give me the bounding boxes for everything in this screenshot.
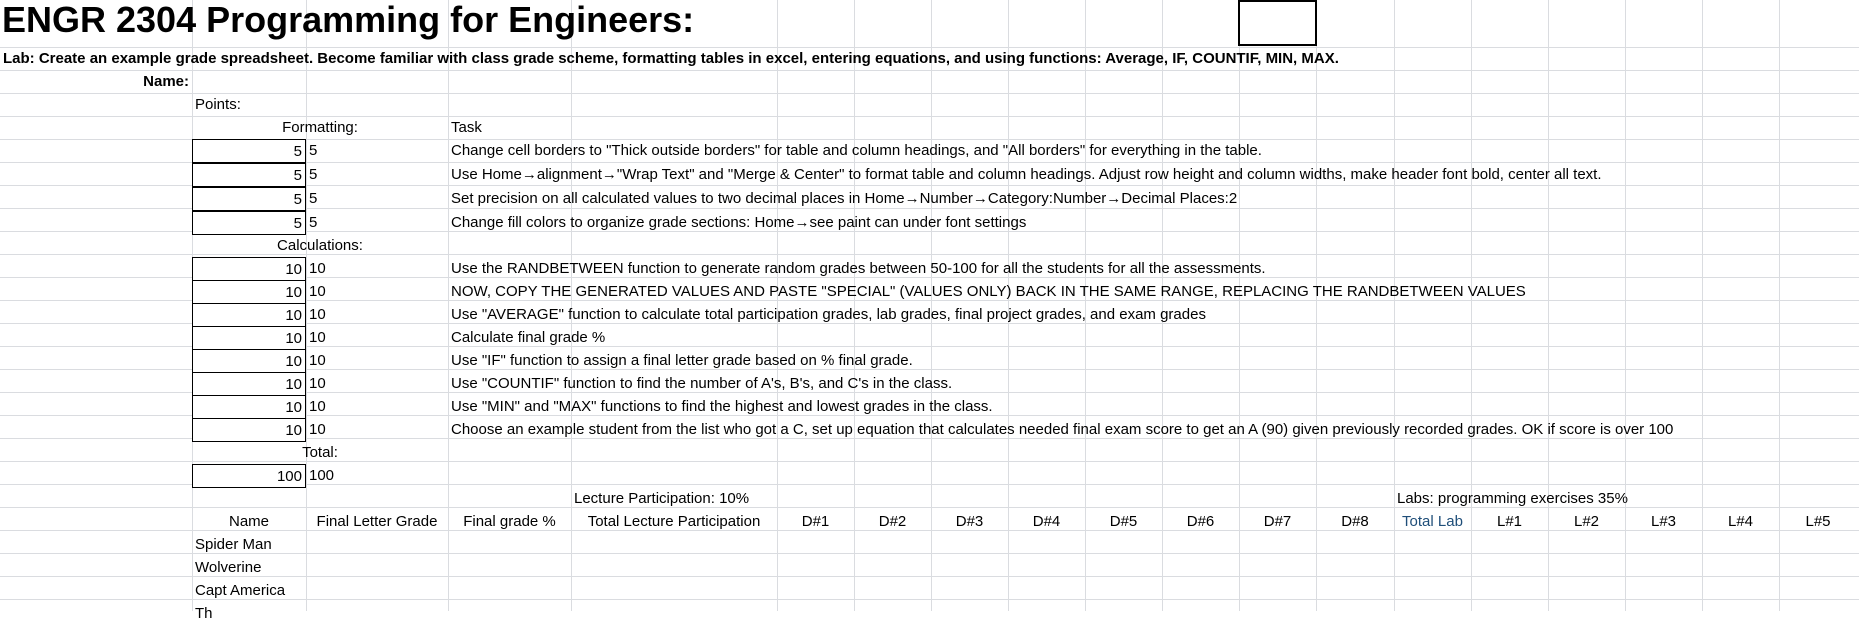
formatting-points[interactable]: 5 bbox=[192, 139, 306, 163]
total-points-copy[interactable]: 100 bbox=[309, 467, 335, 484]
calculation-points[interactable]: 10 bbox=[192, 257, 306, 281]
calculation-points[interactable]: 10 bbox=[192, 395, 306, 419]
calculation-points[interactable]: 10 bbox=[192, 303, 306, 327]
lab-description[interactable]: Lab: Create an example grade spreadsheet. Become familiar with class grade scheme, formatting tables in excel, entering equations, and using functions: Average, IF, COUNTIF, MIN, MAX. bbox=[3, 50, 1339, 67]
student-name[interactable]: Wolverine bbox=[195, 559, 262, 576]
formatting-points-copy[interactable]: 5 bbox=[309, 166, 318, 183]
col-header-d3[interactable]: D#3 bbox=[955, 513, 984, 530]
col-header-total-lecture-participation[interactable]: Total Lecture Participation bbox=[587, 513, 761, 530]
col-header-d6[interactable]: D#6 bbox=[1186, 513, 1215, 530]
calculation-task[interactable]: Use "COUNTIF" function to find the number of A's, B's, and C's in the class. bbox=[451, 375, 953, 392]
points-label[interactable]: Points: bbox=[195, 96, 241, 113]
calculation-points[interactable]: 10 bbox=[192, 372, 306, 396]
calculation-task[interactable]: Use "MIN" and "MAX" functions to find the highest and lowest grades in the class. bbox=[451, 398, 993, 415]
col-header-l3[interactable]: L#3 bbox=[1650, 513, 1677, 530]
calculation-points-copy[interactable]: 10 bbox=[309, 398, 326, 415]
total-label[interactable]: Total: bbox=[302, 444, 338, 461]
formatting-task[interactable]: Change cell borders to "Thick outside borders" for table and column headings, and "All borders" for everything in the table. bbox=[451, 142, 1262, 159]
selected-cell[interactable] bbox=[1238, 0, 1317, 46]
col-header-d8[interactable]: D#8 bbox=[1341, 513, 1369, 530]
calculation-points-copy[interactable]: 10 bbox=[309, 260, 326, 277]
formatting-task[interactable]: Change fill colors to organize grade sections: Home→see paint can under font settings bbox=[451, 214, 1027, 231]
col-header-l5[interactable]: L#5 bbox=[1805, 513, 1831, 530]
formatting-task[interactable]: Use Home→alignment→"Wrap Text" and "Merge & Center" to format table and column headings. Adjust row height and column widths, make header font bold, center all text. bbox=[451, 166, 1602, 183]
formatting-task[interactable]: Set precision on all calculated values to two decimal places in Home→Number→Category:Number→Decimal Places:2 bbox=[451, 190, 1238, 207]
calculation-task[interactable]: Use "IF" function to assign a final letter grade based on % final grade. bbox=[451, 352, 913, 369]
calculation-points[interactable]: 10 bbox=[192, 326, 306, 350]
calculation-task[interactable]: Use "AVERAGE" function to calculate total participation grades, lab grades, final project grades, and exam grades bbox=[451, 306, 1206, 323]
student-name[interactable]: Capt America bbox=[195, 582, 286, 599]
col-header-d5[interactable]: D#5 bbox=[1109, 513, 1138, 530]
col-header-final-letter-grade[interactable]: Final Letter Grade bbox=[316, 513, 438, 530]
col-header-d4[interactable]: D#4 bbox=[1032, 513, 1061, 530]
calculation-task[interactable]: Choose an example student from the list who got a C, set up equation that calculates needed final exam score to get an A (90) given previously recorded grades. OK if score is over 100 bbox=[451, 421, 1674, 438]
formatting-label[interactable]: Formatting: bbox=[282, 119, 358, 136]
name-label[interactable]: Name: bbox=[143, 73, 189, 90]
task-header[interactable]: Task bbox=[451, 119, 482, 136]
calculation-points-copy[interactable]: 10 bbox=[309, 421, 326, 438]
calculation-task[interactable]: NOW, COPY THE GENERATED VALUES AND PASTE "SPECIAL" (VALUES ONLY) BACK IN THE SAME RANGE, REPLACING THE RANDBETWEEN VALUES bbox=[451, 283, 1526, 300]
gridline-horizontal bbox=[0, 93, 1859, 94]
calculation-points-copy[interactable]: 10 bbox=[309, 352, 326, 369]
formatting-points-copy[interactable]: 5 bbox=[309, 214, 318, 231]
col-header-d7[interactable]: D#7 bbox=[1263, 513, 1292, 530]
student-name[interactable]: Spider Man bbox=[195, 536, 272, 553]
sheet-title[interactable]: ENGR 2304 Programming for Engineers: bbox=[2, 0, 695, 40]
calculation-points[interactable]: 10 bbox=[192, 418, 306, 442]
col-header-name[interactable]: Name bbox=[228, 513, 269, 530]
col-header-final-grade-pct[interactable]: Final grade % bbox=[463, 513, 556, 530]
col-header-d1[interactable]: D#1 bbox=[801, 513, 830, 530]
calculation-task[interactable]: Calculate final grade % bbox=[451, 329, 606, 346]
calculation-points-copy[interactable]: 10 bbox=[309, 306, 326, 323]
calculation-points[interactable]: 10 bbox=[192, 349, 306, 373]
col-header-l1[interactable]: L#1 bbox=[1496, 513, 1523, 530]
gridline-horizontal bbox=[0, 70, 1859, 71]
calculations-label[interactable]: Calculations: bbox=[277, 237, 363, 254]
formatting-points[interactable]: 5 bbox=[192, 187, 306, 211]
student-name[interactable]: Th bbox=[195, 605, 213, 622]
col-header-l2[interactable]: L#2 bbox=[1573, 513, 1600, 530]
formatting-points-copy[interactable]: 5 bbox=[309, 142, 318, 159]
calculation-points-copy[interactable]: 10 bbox=[309, 375, 326, 392]
formatting-points[interactable]: 5 bbox=[192, 163, 306, 187]
calculation-points[interactable]: 10 bbox=[192, 280, 306, 304]
calculation-points-copy[interactable]: 10 bbox=[309, 283, 326, 300]
calculation-task[interactable]: Use the RANDBETWEEN function to generate random grades between 50-100 for all the students for all the assessments. bbox=[451, 260, 1266, 277]
total-points[interactable]: 100 bbox=[192, 464, 306, 488]
labs-header[interactable]: Labs: programming exercises 35% bbox=[1397, 490, 1628, 507]
calculation-points-copy[interactable]: 10 bbox=[309, 329, 326, 346]
col-header-l4[interactable]: L#4 bbox=[1727, 513, 1754, 530]
formatting-points-copy[interactable]: 5 bbox=[309, 190, 318, 207]
gridline-horizontal bbox=[0, 576, 1859, 577]
col-header-d2[interactable]: D#2 bbox=[878, 513, 907, 530]
formatting-points[interactable]: 5 bbox=[192, 211, 306, 235]
col-header-total-lab[interactable]: Total Lab bbox=[1402, 513, 1463, 530]
gridline-horizontal bbox=[0, 553, 1859, 554]
lecture-participation-header[interactable]: Lecture Participation: 10% bbox=[574, 490, 750, 507]
